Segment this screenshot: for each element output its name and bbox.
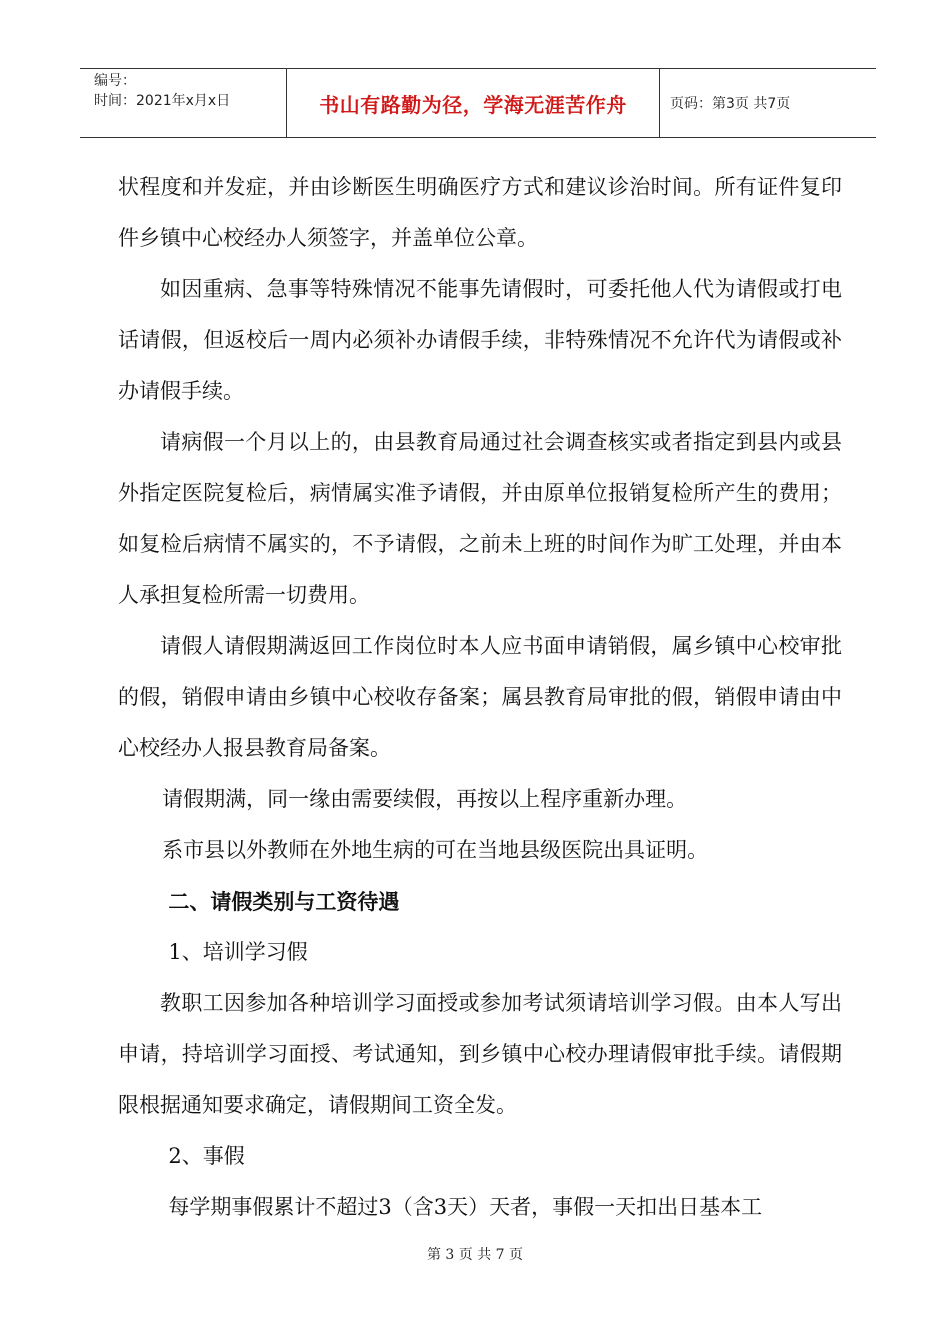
section-heading-leave-types: 二、请假类别与工资待遇 <box>168 889 400 914</box>
document-date-label: 时间：2021年x月x日 <box>94 93 231 109</box>
page-footer: 第 3 页 共 7 页 <box>426 1247 524 1263</box>
paragraph-training-leave: 教职工因参加各种培训学习面授或参加考试须请培训学习假。由本人写出申请，持培训学习面授、考试通知，到乡镇中心校办理请假审批手续。请假期限根据通知要求确定，请假期间工资全发。 <box>118 991 842 1117</box>
subheading-training-leave: 1、培训学习假 <box>168 940 308 964</box>
subheading-personal-leave: 2、事假 <box>168 1144 245 1168</box>
paragraph-personal-leave: 每学期事假累计不超过3（含3天）天者，事假一天扣出日基本工 <box>168 1195 763 1219</box>
header-slogan: 书山有路勤为径，学海无涯苦作舟 <box>286 69 660 137</box>
paragraph-proxy-leave: 如因重病、急事等特殊情况不能事先请假时，可委托他人代为请假或打电话请假，但返校后一周内必须补办请假手续，非特殊情况不允许代为请假或补办请假手续。 <box>118 277 842 403</box>
paragraph-outside-county: 系市县以外教师在外地生病的可在当地县级医院出具证明。 <box>162 838 709 862</box>
header-page-number: 页码：第3页 共7页 <box>670 96 791 112</box>
paragraph-long-sick-leave: 请病假一个月以上的，由县教育局通过社会调查核实或者指定到县内或县外指定医院复检后，病情属实准予请假，并由原单位报销复检所产生的费用；如复检后病情不属实的，不予请假，之前未上班的时间作为旷工处理，并由本人承担复检所需一切费用。 <box>118 430 842 607</box>
paragraph-cancel-leave: 请假人请假期满返回工作岗位时本人应书面申请销假，属乡镇中心校审批的假，销假申请由乡镇中心校收存备案；属县教育局审批的假，销假申请由中心校经办人报县教育局备案。 <box>118 634 842 760</box>
header-meta <box>80 69 286 137</box>
document-number-label: 编号： <box>94 73 136 89</box>
paragraph-continuation: 状程度和并发症，并由诊断医生明确医疗方式和建议诊治时间。所有证件复印件乡镇中心校经办人须签字，并盖单位公章。 <box>118 175 842 250</box>
paragraph-extend-leave: 请假期满，同一缘由需要续假，再按以上程序重新办理。 <box>162 787 688 811</box>
page-header <box>80 68 876 138</box>
document-body <box>118 162 842 1233</box>
